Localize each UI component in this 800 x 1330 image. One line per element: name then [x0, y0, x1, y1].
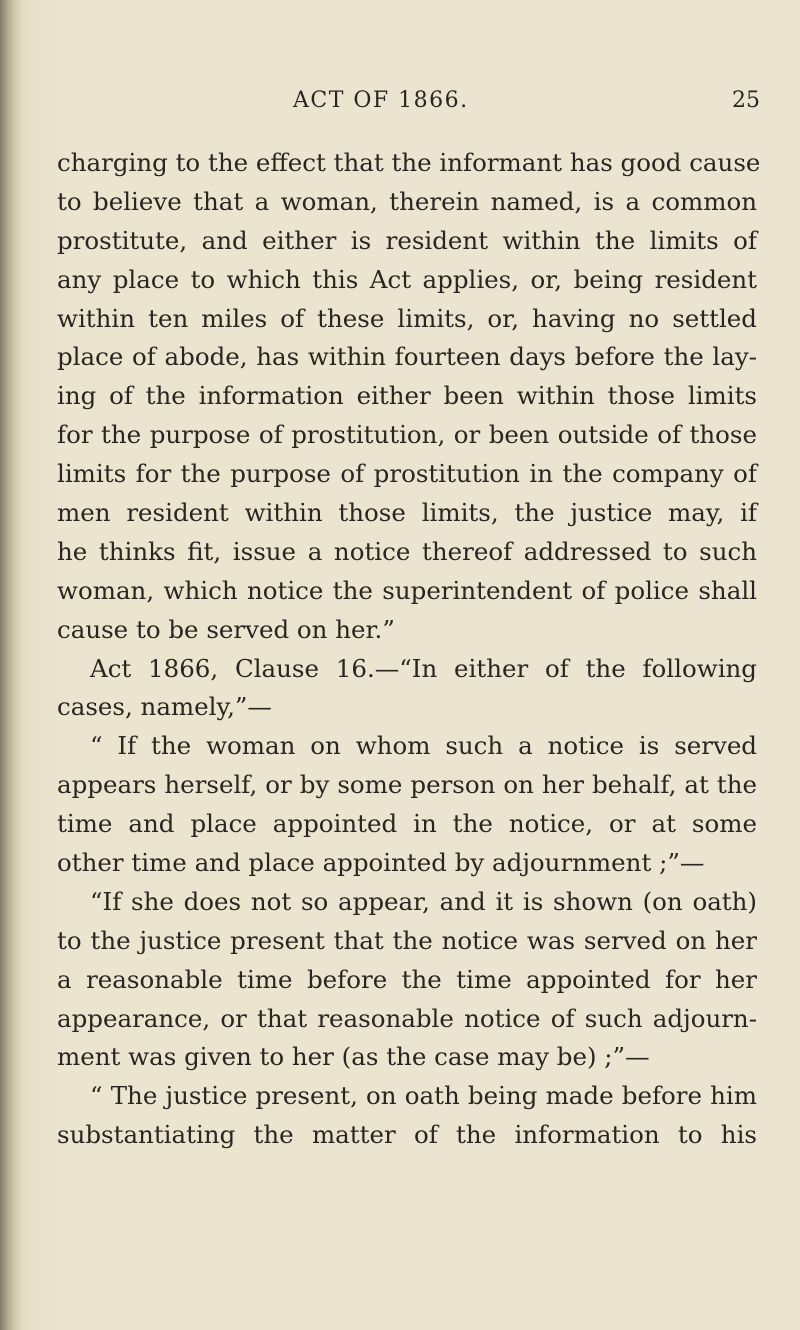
text-line: woman, which notice the superintendent of police shall — [57, 575, 757, 605]
text-line: other time and place appointed by adjournment ;”— — [57, 848, 705, 878]
text-line: any place to which this Act applies, or, being resident — [57, 264, 757, 294]
text-line: “ The justice present, on oath being made before him — [90, 1081, 757, 1111]
text-line: limits for the purpose of prostitution in the company of — [57, 459, 757, 489]
text-line: for the purpose of prostitution, or been outside of those — [57, 420, 757, 450]
binding-edge — [0, 0, 22, 1330]
text-line: time and place appointed in the notice, or at some — [57, 809, 757, 839]
text-line: Act 1866, Clause 16.—“In either of the following — [90, 653, 757, 683]
text-line: “ If the woman on whom such a notice is served — [90, 731, 757, 761]
running-head — [0, 88, 800, 122]
text-line: to the justice present that the notice was served on her — [57, 925, 757, 955]
text-line: within ten miles of these limits, or, having no settled — [57, 303, 757, 333]
text-line: appearance, or that reasonable notice of such adjourn- — [57, 1003, 757, 1033]
text-line: ing of the information either been within those limits — [57, 381, 757, 411]
text-line: substantiating the matter of the information to his — [57, 1120, 757, 1150]
text-line: charging to the effect that the informant has good cause — [57, 148, 761, 177]
page-number: 25 — [732, 88, 760, 113]
text-line: prostitute, and either is resident within the limits of — [57, 225, 757, 255]
text-line: cause to be served on her.” — [57, 614, 395, 644]
running-head-title: ACT OF 1866. — [293, 88, 469, 113]
text-line: men resident within those limits, the justice may, if — [57, 498, 757, 528]
text-line: place of abode, has within fourteen days before the lay- — [57, 342, 757, 372]
text-line: to believe that a woman, therein named, is a common — [57, 186, 757, 216]
body-text — [57, 144, 761, 1155]
text-line: ment was given to her (as the case may be) ;”— — [57, 1042, 650, 1072]
text-line: he thinks fit, issue a notice thereof addressed to such — [57, 536, 757, 566]
text-line: a reasonable time before the time appointed for her — [57, 964, 757, 994]
text-line: appears herself, or by some person on her behalf, at the — [57, 770, 757, 800]
text-line: “If she does not so appear, and it is shown (on oath) — [90, 886, 757, 916]
text-line: cases, namely,”— — [57, 692, 272, 722]
